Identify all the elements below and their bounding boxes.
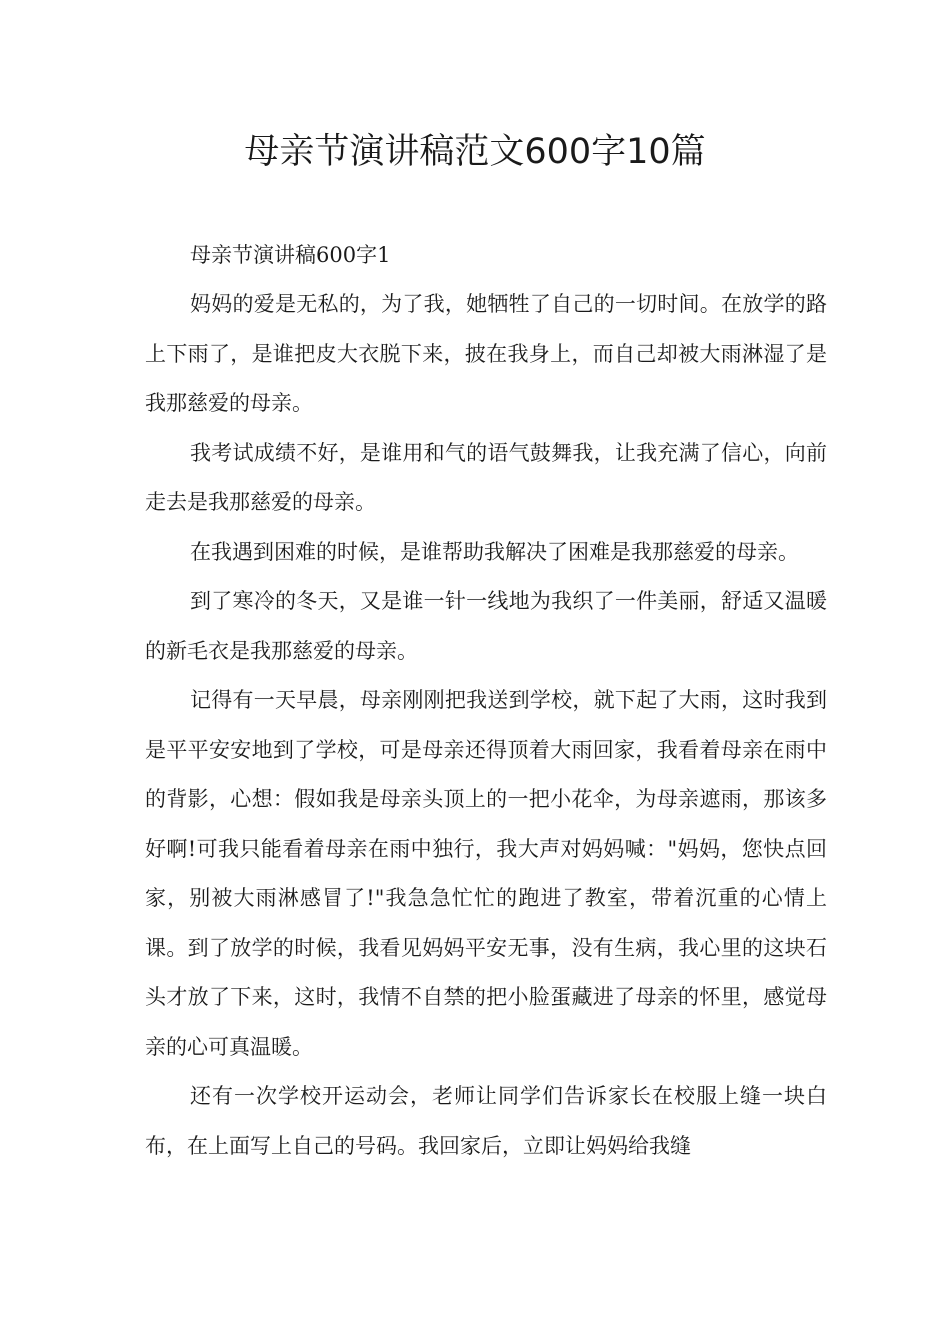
paragraph-2: 我考试成绩不好，是谁用和气的语气鼓舞我，让我充满了信心，向前走去是我那慈爱的母亲。 xyxy=(145,440,827,514)
document-body xyxy=(145,230,827,1171)
paragraph-5: 记得有一天早晨，母亲刚刚把我送到学校，就下起了大雨，这时我到是平平安安地到了学校，可是母亲还得顶着大雨回家，我看着母亲在雨中的背影，心想：假如我是母亲头顶上的一把小花伞，为母亲遮雨，那该多好啊!可我只能看着母亲在雨中独行，我大声对妈妈喊："妈妈，您快点回家，别被大雨淋感冒了!"我急急忙忙的跑进了教室，带着沉重的心情上课。到了放学的时候，我看见妈妈平安无事，没有生病，我心里的这块石头才放了下来，这时，我情不自禁的把小脸蛋藏进了母亲的怀里，感觉母亲的心可真温暖。 xyxy=(145,688,827,1059)
section-heading: 母亲节演讲稿600字1 xyxy=(190,243,391,267)
paragraph-6: 还有一次学校开运动会，老师让同学们告诉家长在校服上缝一块白布，在上面写上自己的号码。我回家后，立即让妈妈给我缝 xyxy=(145,1084,827,1158)
paragraph-3: 在我遇到困难的时候，是谁帮助我解决了困难是我那慈爱的母亲。 xyxy=(190,539,799,564)
paragraph-4: 到了寒冷的冬天，又是谁一针一线地为我织了一件美丽，舒适又温暖的新毛衣是我那慈爱的母亲。 xyxy=(145,589,827,663)
paragraph-1: 妈妈的爱是无私的，为了我，她牺牲了自己的一切时间。在放学的路上下雨了，是谁把皮大衣脱下来，披在我身上，而自己却被大雨淋湿了是我那慈爱的母亲。 xyxy=(145,292,827,415)
document-title: 母亲节演讲稿范文600字10篇 xyxy=(244,132,706,172)
